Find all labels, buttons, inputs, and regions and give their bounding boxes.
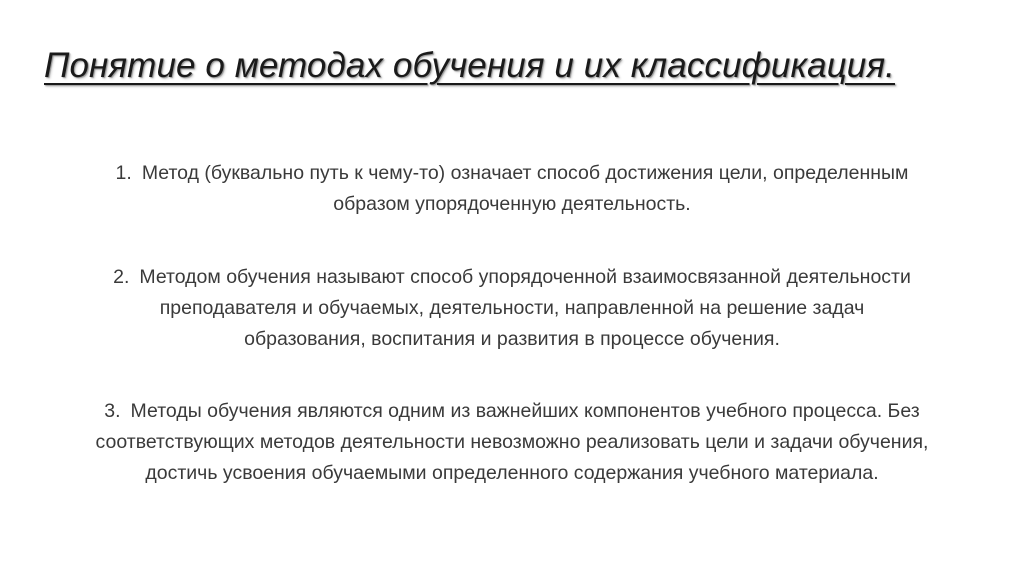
list-item-3: [0, 396, 1024, 489]
list-item-1-number: 1.: [115, 162, 132, 184]
list-item-1: [0, 158, 1024, 220]
list-item-2-text-line-3: образования, воспитания и развития в процессе обучения.: [244, 328, 780, 350]
list-item-2-text-line-1: Методом обучения называют способ упорядоченной взаимосвязанной деятельности: [139, 266, 911, 288]
list-item-3-text-line-1: Методы обучения являются одним из важнейших компонентов учебного процесса. Без: [130, 400, 920, 422]
list-item-3-text-line-3: достичь усвоения обучаемыми определенного содержания учебного материала.: [145, 462, 879, 484]
list-item-3-line-1: [0, 396, 1024, 427]
list-item-2-line-1: [0, 262, 1024, 293]
list-item-1-line-1: [0, 158, 1024, 189]
list-item-2-number: 2.: [113, 266, 130, 288]
list-item-1-text-line-1: Метод (буквально путь к чему-то) означает способ достижения цели, определенным: [141, 162, 909, 184]
slide-title: Понятие о методах обучения и их классификация.: [44, 46, 895, 85]
list-item-3-number: 3.: [104, 400, 121, 422]
list-item-2-text-line-2: преподавателя и обучаемых, деятельности, направленной на решение задач: [159, 297, 865, 319]
list-item-1-text-line-2: образом упорядоченную деятельность.: [333, 193, 691, 215]
list-item-3-text-line-2: соответствующих методов деятельности невозможно реализовать цели и задачи обучения,: [95, 431, 929, 453]
list-item-2: [0, 262, 1024, 355]
